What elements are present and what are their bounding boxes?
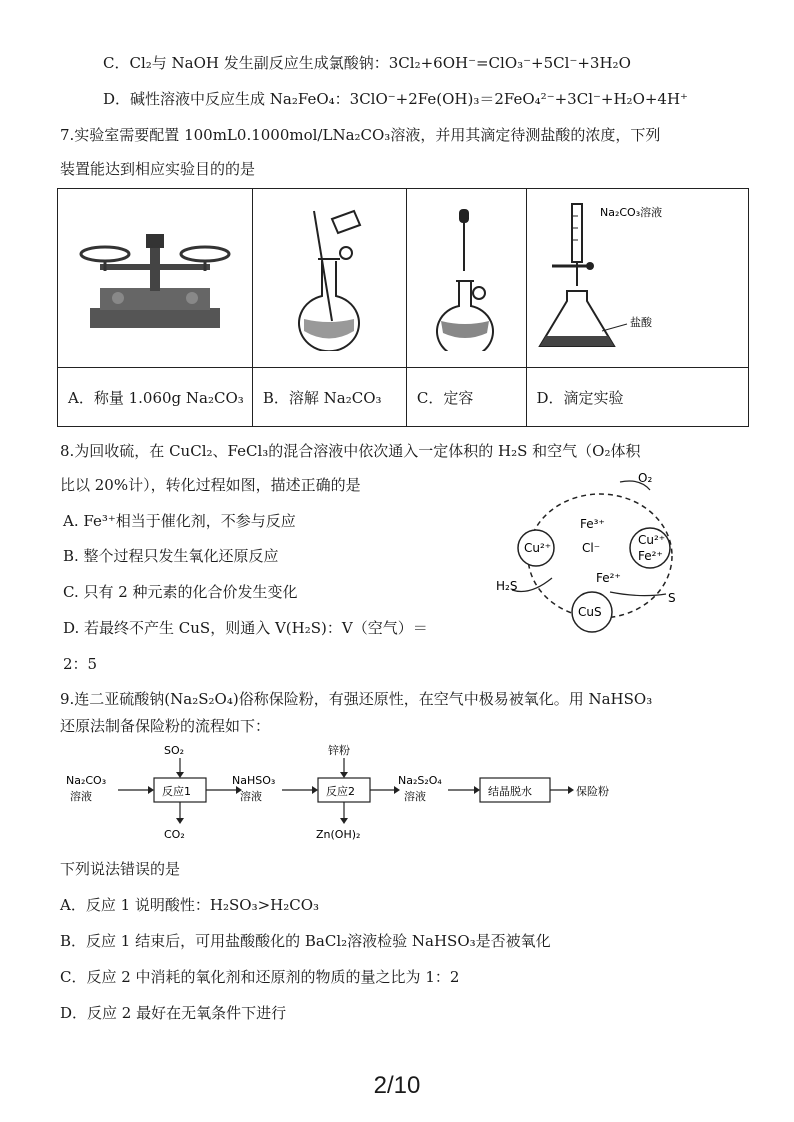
titration-cell — [526, 189, 748, 368]
q8-stem-line1: 8.为回收硫，在 CuCl₂、FeCl₃的混合溶液中依次通入一定体积的 H₂S 和空气（O₂体积 — [60, 442, 641, 460]
o2-label: O₂ — [638, 471, 653, 485]
q8-stem-line2: 比以 20%计），转化过程如图，描述正确的是 — [60, 476, 361, 494]
q7-stem-line1: 7.实验室需要配置 100mL0.1000mol/LNa₂CO₃溶液，并用其滴定待测盐酸的浓度，下列 — [60, 126, 661, 144]
q9-question: 下列说法错误的是 — [60, 860, 181, 878]
reaction2-label: 反应2 — [326, 785, 355, 798]
buret-solution-label: Na₂CO₃溶液 — [600, 206, 663, 219]
zinc-label: 锌粉 — [328, 744, 350, 757]
q9-stem-line1: 9.连二亚硫酸钠(Na₂S₂O₄)俗称保险粉，有强还原性，在空气中极易被氧化。用 NaHSO₃ — [60, 690, 653, 708]
q6-option-c: C．Cl₂与 NaOH 发生副反应生成氯酸钠：3Cl₂+6OH⁻=ClO₃⁻+5Cl⁻+3H₂O — [103, 54, 631, 72]
cu-left-label: Cu²⁺ — [524, 541, 552, 555]
q8-option-b: B. 整个过程只发生氧化还原反应 — [63, 547, 279, 565]
q8-option-d: D. 若最终不产生 CuS，则通入 V(H₂S)：V（空气）＝ — [63, 619, 428, 637]
titration-setup-illustration — [532, 196, 742, 356]
cus-label: CuS — [578, 605, 602, 619]
q7-apparatus-table — [57, 188, 749, 427]
reaction1-label: 反应1 — [162, 785, 191, 798]
q9-option-b: B．反应 1 结束后，可用盐酸酸化的 BaCl₂溶液检验 NaHSO₃是否被氧化 — [60, 932, 551, 950]
cu-right-label: Cu²⁺ — [638, 533, 666, 547]
flow-product-solution: 溶液 — [404, 790, 426, 803]
q7-option-d: D．滴定实验 — [526, 368, 748, 427]
s-label: S — [668, 591, 676, 605]
flow-product-formula: Na₂S₂O₄ — [398, 774, 442, 787]
dropper-flask-illustration — [421, 201, 511, 351]
h2s-label: H₂S — [496, 579, 518, 593]
dissolve-cell — [252, 189, 406, 368]
flow-start-solution: 溶液 — [70, 790, 92, 803]
fe2-right-label: Fe²⁺ — [638, 549, 663, 563]
znoh2-label: Zn(OH)₂ — [316, 828, 361, 841]
flow-mid-formula: NaHSO₃ — [232, 774, 276, 787]
q7-option-a: A．称量 1.060g Na₂CO₃ — [58, 368, 253, 427]
q6-option-d: D．碱性溶液中反应生成 Na₂FeO₄：3ClO⁻+2Fe(OH)₃＝2FeO₄²⁻+3Cl⁻+H₂O+4H⁺ — [103, 90, 688, 108]
co2-label: CO₂ — [164, 828, 185, 841]
q8-cycle-diagram — [490, 468, 710, 648]
q9-stem-line2: 还原法制备保险粉的流程如下： — [60, 717, 271, 735]
balance-illustration — [70, 216, 240, 336]
q9-flow-diagram — [60, 740, 660, 850]
q9-option-a: A．反应 1 说明酸性：H₂SO₃>H₂CO₃ — [60, 896, 320, 914]
q8-option-c: C. 只有 2 种元素的化合价发生变化 — [63, 583, 298, 601]
q9-option-c: C．反应 2 中消耗的氧化剂和还原剂的物质的量之比为 1：2 — [60, 968, 460, 986]
final-product-label: 保险粉 — [576, 785, 609, 798]
q9-option-d: D．反应 2 最好在无氧条件下进行 — [60, 1004, 287, 1022]
fe2-bottom-label: Fe²⁺ — [596, 571, 621, 585]
make-up-to-volume-cell — [406, 189, 526, 368]
q7-option-c: C．定容 — [406, 368, 526, 427]
fe3-label: Fe³⁺ — [580, 517, 605, 531]
balance-cell — [58, 189, 253, 368]
crystallize-label: 结晶脱水 — [488, 785, 532, 798]
flow-start-formula: Na₂CO₃ — [66, 774, 107, 787]
q8-option-a: A. Fe³⁺相当于催化剂，不参与反应 — [63, 512, 296, 530]
q7-stem-line2: 装置能达到相应实验目的的是 — [60, 160, 256, 178]
q7-option-b: B．溶解 Na₂CO₃ — [252, 368, 406, 427]
so2-label: SO₂ — [164, 744, 185, 757]
volumetric-flask-pouring-illustration — [274, 201, 384, 351]
acid-label: 盐酸 — [630, 316, 653, 329]
cl-label: Cl⁻ — [582, 541, 601, 555]
flow-mid-solution: 溶液 — [240, 790, 262, 803]
q8-option-d-cont: 2：5 — [63, 655, 98, 673]
page-number: 2/10 — [373, 1072, 421, 1099]
